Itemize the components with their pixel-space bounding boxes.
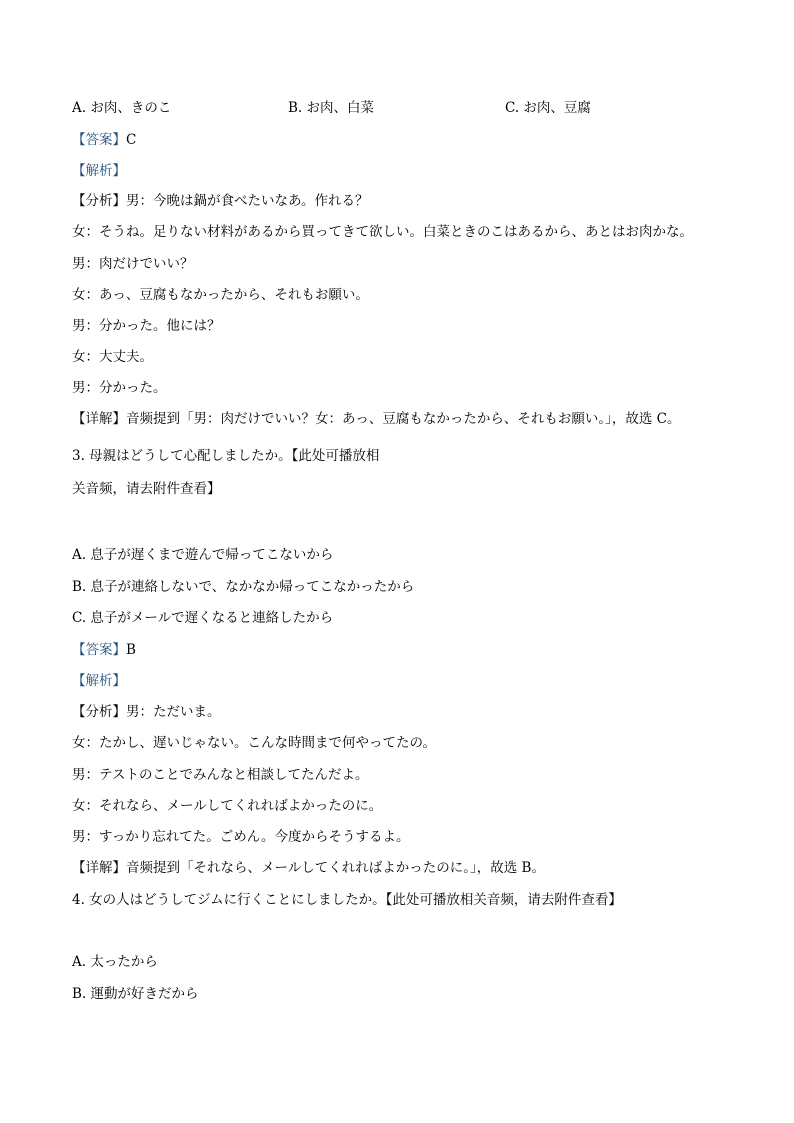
q4-option-a: A. 太ったから: [72, 954, 158, 970]
q2-option-b: B. お肉、白菜: [288, 100, 375, 116]
q3-detail-tag: 【详解】: [72, 860, 126, 876]
q3-answer-tag: 【答案】: [72, 642, 126, 658]
q2-answer-line: [72, 131, 136, 149]
q2-detail-line: [72, 410, 680, 428]
q2-detail: 音频提到「男：肉だけでいい？女：あっ、豆腐もなかったから、それもお願い。」，故选 C。: [126, 411, 681, 427]
q3-option-b: B. 息子が連絡しないで、なかなか帰ってこなかったから: [72, 579, 415, 595]
q3-dialog-line-4: 女：それなら、メールしてくれればよかったのに。: [72, 798, 383, 814]
q4-question: 4. 女の人はどうしてジムに行くことにしましたか。【此处可播放相关音频，请去附件查看】: [72, 892, 622, 908]
q3-dialog-line-2: 女：たかし、遅いじゃない。こんな時間まで何やってたの。: [72, 735, 436, 751]
q3-detail-line: [72, 859, 545, 877]
q4-option-b: B. 運動が好きだから: [72, 986, 199, 1002]
q2-option-c: C. お肉、豆腐: [505, 100, 591, 116]
q2-analysis-prefix: 【分析】: [72, 193, 126, 209]
q3-question-line-1: 3. 母親はどうして心配しましたか。【此处可播放相: [72, 448, 380, 464]
q2-option-a: A. お肉、きのこ: [72, 100, 172, 116]
q3-detail: 音频提到「それなら、メールしてくれればよかったのに。」，故选 B。: [126, 860, 545, 876]
q2-detail-tag: 【详解】: [72, 411, 126, 427]
q3-analysis-prefix: 【分析】: [72, 704, 126, 720]
q3-question-line-2: 关音频，请去附件查看】: [72, 481, 221, 497]
q3-option-a: A. 息子が遅くまで遊んで帰ってこないから: [72, 547, 334, 563]
q2-answer: C: [126, 132, 137, 148]
q2-dialog-line-2: 女：そうね。足りない材料があるから買ってきて欲しい。白菜ときのこはあるから、あとはお肉かな。: [72, 224, 693, 240]
q2-dialog-line-5: 男：分かった。他には？: [72, 318, 221, 334]
q3-dialog-line-1: 【分析】男：ただいま。: [72, 704, 221, 720]
q2-dialog-line-7: 男：分かった。: [72, 380, 167, 396]
q3-dialog-line-5: 男：すっかり忘れてた。ごめん。今度からそうするよ。: [72, 829, 410, 845]
q3-dialog-line-3: 男：テストのことでみんなと相談してたんだよ。: [72, 767, 369, 783]
q2-dialog-line-6: 女：大丈夫。: [72, 349, 153, 365]
q3-answer-line: [72, 641, 136, 659]
q3-answer: B: [126, 642, 136, 658]
q2-dialog-line-3: 男：肉だけでいい？: [72, 256, 194, 272]
q2-answer-tag: 【答案】: [72, 132, 126, 148]
q3-option-c: C. 息子がメールで遅くなると連絡したから: [72, 610, 334, 626]
q3-analysis-tag: 【解析】: [72, 673, 126, 689]
q2-analysis-tag: 【解析】: [72, 163, 126, 179]
q2-dialog-line-4: 女：あっ、豆腐もなかったから、それもお願い。: [72, 287, 369, 303]
q2-dialog-line-1: 【分析】男：今晩は鍋が食べたいなあ。作れる？: [72, 193, 369, 209]
